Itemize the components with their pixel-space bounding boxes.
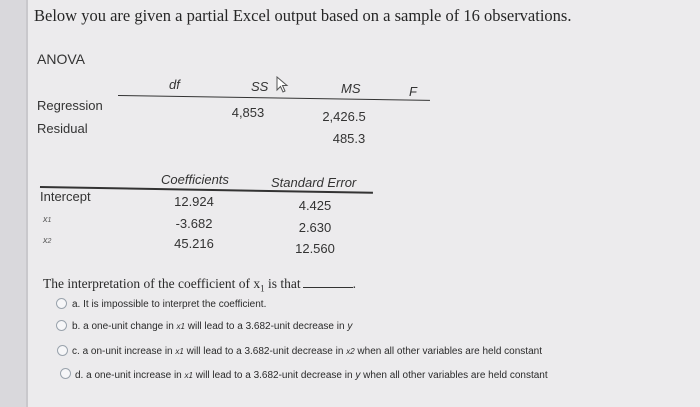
option-a-text[interactable]: a. It is impossible to interpret the coefficient.	[72, 299, 267, 310]
coef-x1-se: 2.630	[298, 220, 332, 235]
coef-x2-value: 45.216	[174, 236, 214, 251]
anova-regression-ss: 4,853	[231, 105, 265, 120]
coef-row-intercept-label: Intercept	[40, 189, 91, 204]
anova-header-ss: SS	[251, 79, 269, 94]
left-margin-bar	[0, 0, 26, 407]
mouse-pointer-icon	[276, 76, 290, 94]
option-c-radio[interactable]	[57, 345, 68, 356]
coef-x1-value: -3.682	[175, 216, 213, 231]
option-c-text[interactable]: c. a on-unit increase in x1 will lead to a 3.682-unit decrease in x2 when all other variables are held constant	[72, 346, 542, 357]
coef-row-x1-label: x1	[43, 214, 52, 224]
option-a-radio[interactable]	[56, 298, 67, 309]
anova-title: ANOVA	[37, 51, 85, 67]
option-b-radio[interactable]	[56, 320, 67, 331]
anova-row-regression-label: Regression	[37, 98, 103, 113]
question-text: The interpretation of the coefficient of $x_1$ is that .	[43, 276, 357, 294]
option-d-radio[interactable]	[60, 368, 71, 379]
page-edge	[26, 0, 28, 407]
option-d-text[interactable]: d. a one-unit increase in x1 will lead to a 3.682-unit decrease in y when all other variables are held constant	[75, 370, 548, 381]
anova-row-residual-label: Residual	[37, 121, 88, 136]
coef-intercept-value: 12.924	[174, 194, 214, 209]
answer-blank	[303, 277, 353, 288]
anova-header-ms: MS	[341, 81, 361, 96]
coef-header-coefficients: Coefficients	[161, 172, 229, 187]
question-intro: Below you are given a partial Excel output based on a sample of 16 observations.	[34, 6, 572, 25]
anova-regression-ms: 2,426.5	[322, 109, 366, 124]
anova-header-rule	[118, 95, 430, 101]
coef-row-x2-label: x2	[43, 235, 52, 245]
coef-x2-se: 12.560	[295, 241, 335, 256]
option-b-text[interactable]: b. a one-unit change in x1 will lead to a 3.682-unit decrease in y	[72, 321, 353, 332]
coef-header-standard-error: Standard Error	[271, 175, 357, 190]
anova-header-df: df	[169, 77, 180, 92]
anova-residual-ms: 485.3	[332, 131, 366, 146]
anova-header-f: F	[409, 84, 417, 99]
coef-intercept-se: 4.425	[298, 198, 332, 213]
